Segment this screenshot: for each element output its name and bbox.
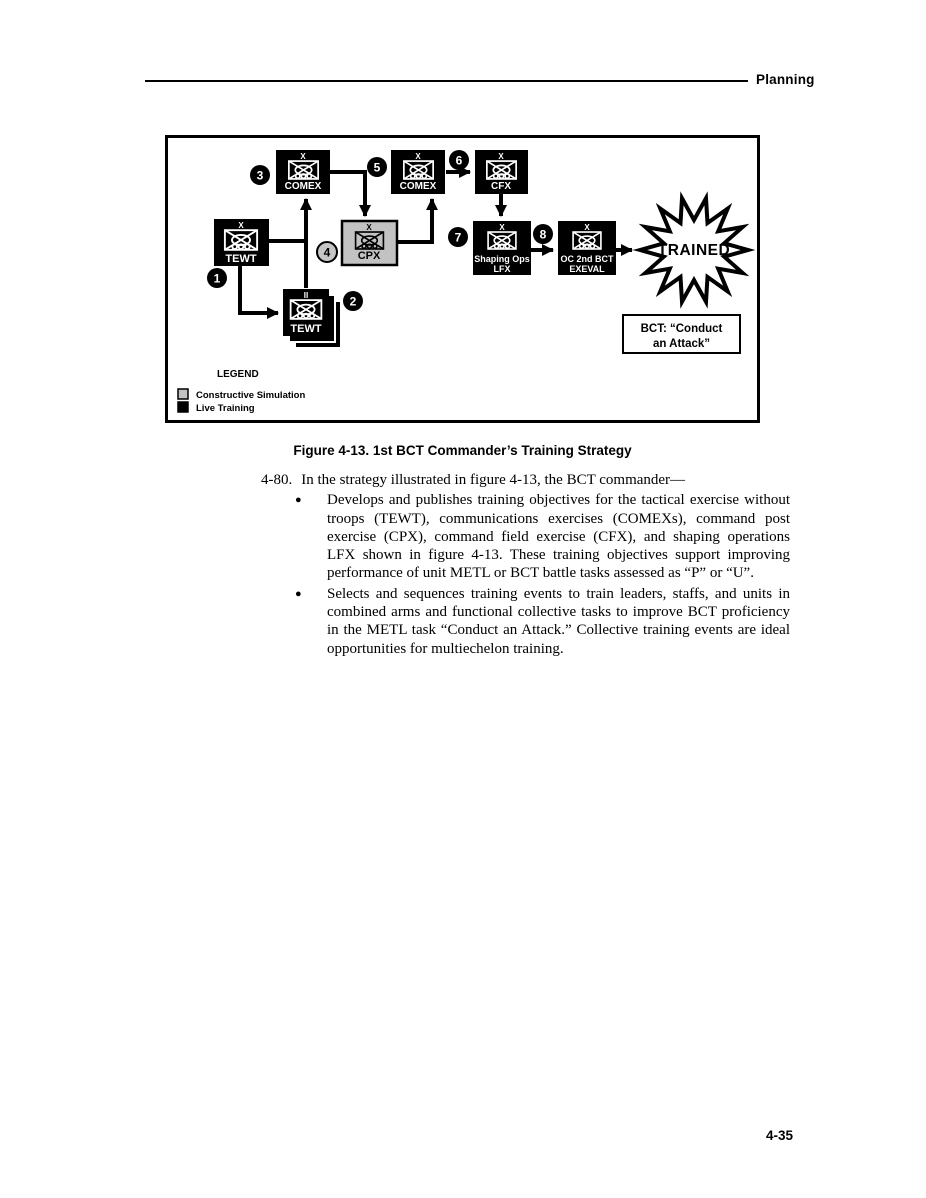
- node-exeval: [558, 221, 616, 275]
- svg-text:3: 3: [256, 168, 264, 183]
- bullet-text-1: Develops and publishes training objectives for the tactical exercise without troops (TEWT), communications exercises (COMEXs), command post exercise (CPX), command field exercise (CFX), and shaping operations LFX shown in figure 4-13. These training objectives support improving performance of unit METL or BCT battle tasks assessed as “P” or “U”.: [327, 492, 790, 582]
- svg-text:OC 2nd BCT: OC 2nd BCT: [560, 254, 614, 264]
- running-header: Planning: [756, 72, 815, 87]
- svg-text:X: X: [300, 152, 306, 161]
- legend-label-constructive: Constructive Simulation: [196, 390, 306, 401]
- svg-text:X: X: [366, 223, 372, 232]
- svg-text:CFX: CFX: [491, 181, 511, 192]
- legend-swatch-live: [178, 402, 188, 412]
- header-rule: [145, 80, 748, 82]
- badge-8: [533, 224, 553, 244]
- node-cfx: [475, 150, 528, 194]
- bullet-icon: ●: [295, 587, 302, 600]
- svg-text:X: X: [499, 223, 505, 232]
- bullet-icon: ●: [295, 494, 302, 507]
- badge-1: [207, 268, 227, 288]
- svg-text:X: X: [415, 152, 421, 161]
- paragraph-4-80: [261, 471, 790, 489]
- svg-text:X: X: [238, 221, 244, 230]
- paragraph-number: 4-80.: [261, 472, 293, 488]
- svg-text:2: 2: [349, 294, 357, 309]
- badge-5: [367, 157, 387, 177]
- svg-text:8: 8: [539, 227, 547, 242]
- svg-text:an Attack”: an Attack”: [652, 338, 711, 350]
- node-tewt-bde: [214, 219, 269, 266]
- badge-6: [449, 150, 469, 170]
- bullet-item: [261, 491, 790, 582]
- figure-4-13-diagram: [165, 135, 760, 423]
- paragraph-intro: In the strategy illustrated in figure 4-13, the BCT commander—: [301, 472, 686, 488]
- svg-text:COMEX: COMEX: [399, 181, 437, 192]
- legend-title: LEGEND: [217, 369, 259, 380]
- node-comex-b: [391, 150, 445, 194]
- node-lfx: [473, 221, 531, 275]
- svg-text:4: 4: [323, 245, 331, 260]
- bullet-text-2: Selects and sequences training events to train leaders, staffs, and units in combined arms and functional collective tasks to improve BCT proficiency in the METL task “Conduct an Attack.” Collective training events are ideal opportunities for multiechelon training.: [327, 585, 790, 657]
- svg-text:COMEX: COMEX: [284, 181, 322, 192]
- svg-text:TEWT: TEWT: [225, 253, 257, 265]
- svg-text:5: 5: [373, 160, 381, 175]
- bullet-item: [261, 585, 790, 658]
- svg-text:TEWT: TEWT: [290, 323, 322, 335]
- svg-text:1: 1: [213, 271, 221, 286]
- svg-text:Shaping Ops: Shaping Ops: [474, 254, 530, 264]
- node-comex-a: [276, 150, 330, 194]
- svg-text:II: II: [303, 291, 309, 300]
- node-tewt-bn: [283, 289, 341, 348]
- badge-4: [317, 242, 337, 262]
- badge-7: [448, 227, 468, 247]
- body-text: [261, 471, 790, 658]
- svg-text:6: 6: [455, 153, 463, 168]
- legend-swatch-constructive: [178, 389, 188, 399]
- svg-text:BCT: “Conduct: BCT: “Conduct: [640, 323, 723, 335]
- page-number: 4-35: [765, 1128, 793, 1143]
- figure-caption: Figure 4-13. 1st BCT Commander’s Training Strategy: [293, 443, 632, 458]
- svg-text:X: X: [498, 152, 504, 161]
- node-cpx: [342, 221, 397, 265]
- trained-label: TRAINED: [657, 242, 731, 259]
- svg-text:LFX: LFX: [493, 264, 511, 274]
- svg-text:X: X: [584, 223, 590, 232]
- badge-2: [343, 291, 363, 311]
- svg-text:CPX: CPX: [357, 250, 381, 262]
- svg-text:EXEVAL: EXEVAL: [569, 264, 605, 274]
- bct-task-note: [623, 315, 740, 353]
- badge-3: [250, 165, 270, 185]
- legend-label-live: Live Training: [196, 403, 255, 414]
- svg-text:7: 7: [454, 230, 462, 245]
